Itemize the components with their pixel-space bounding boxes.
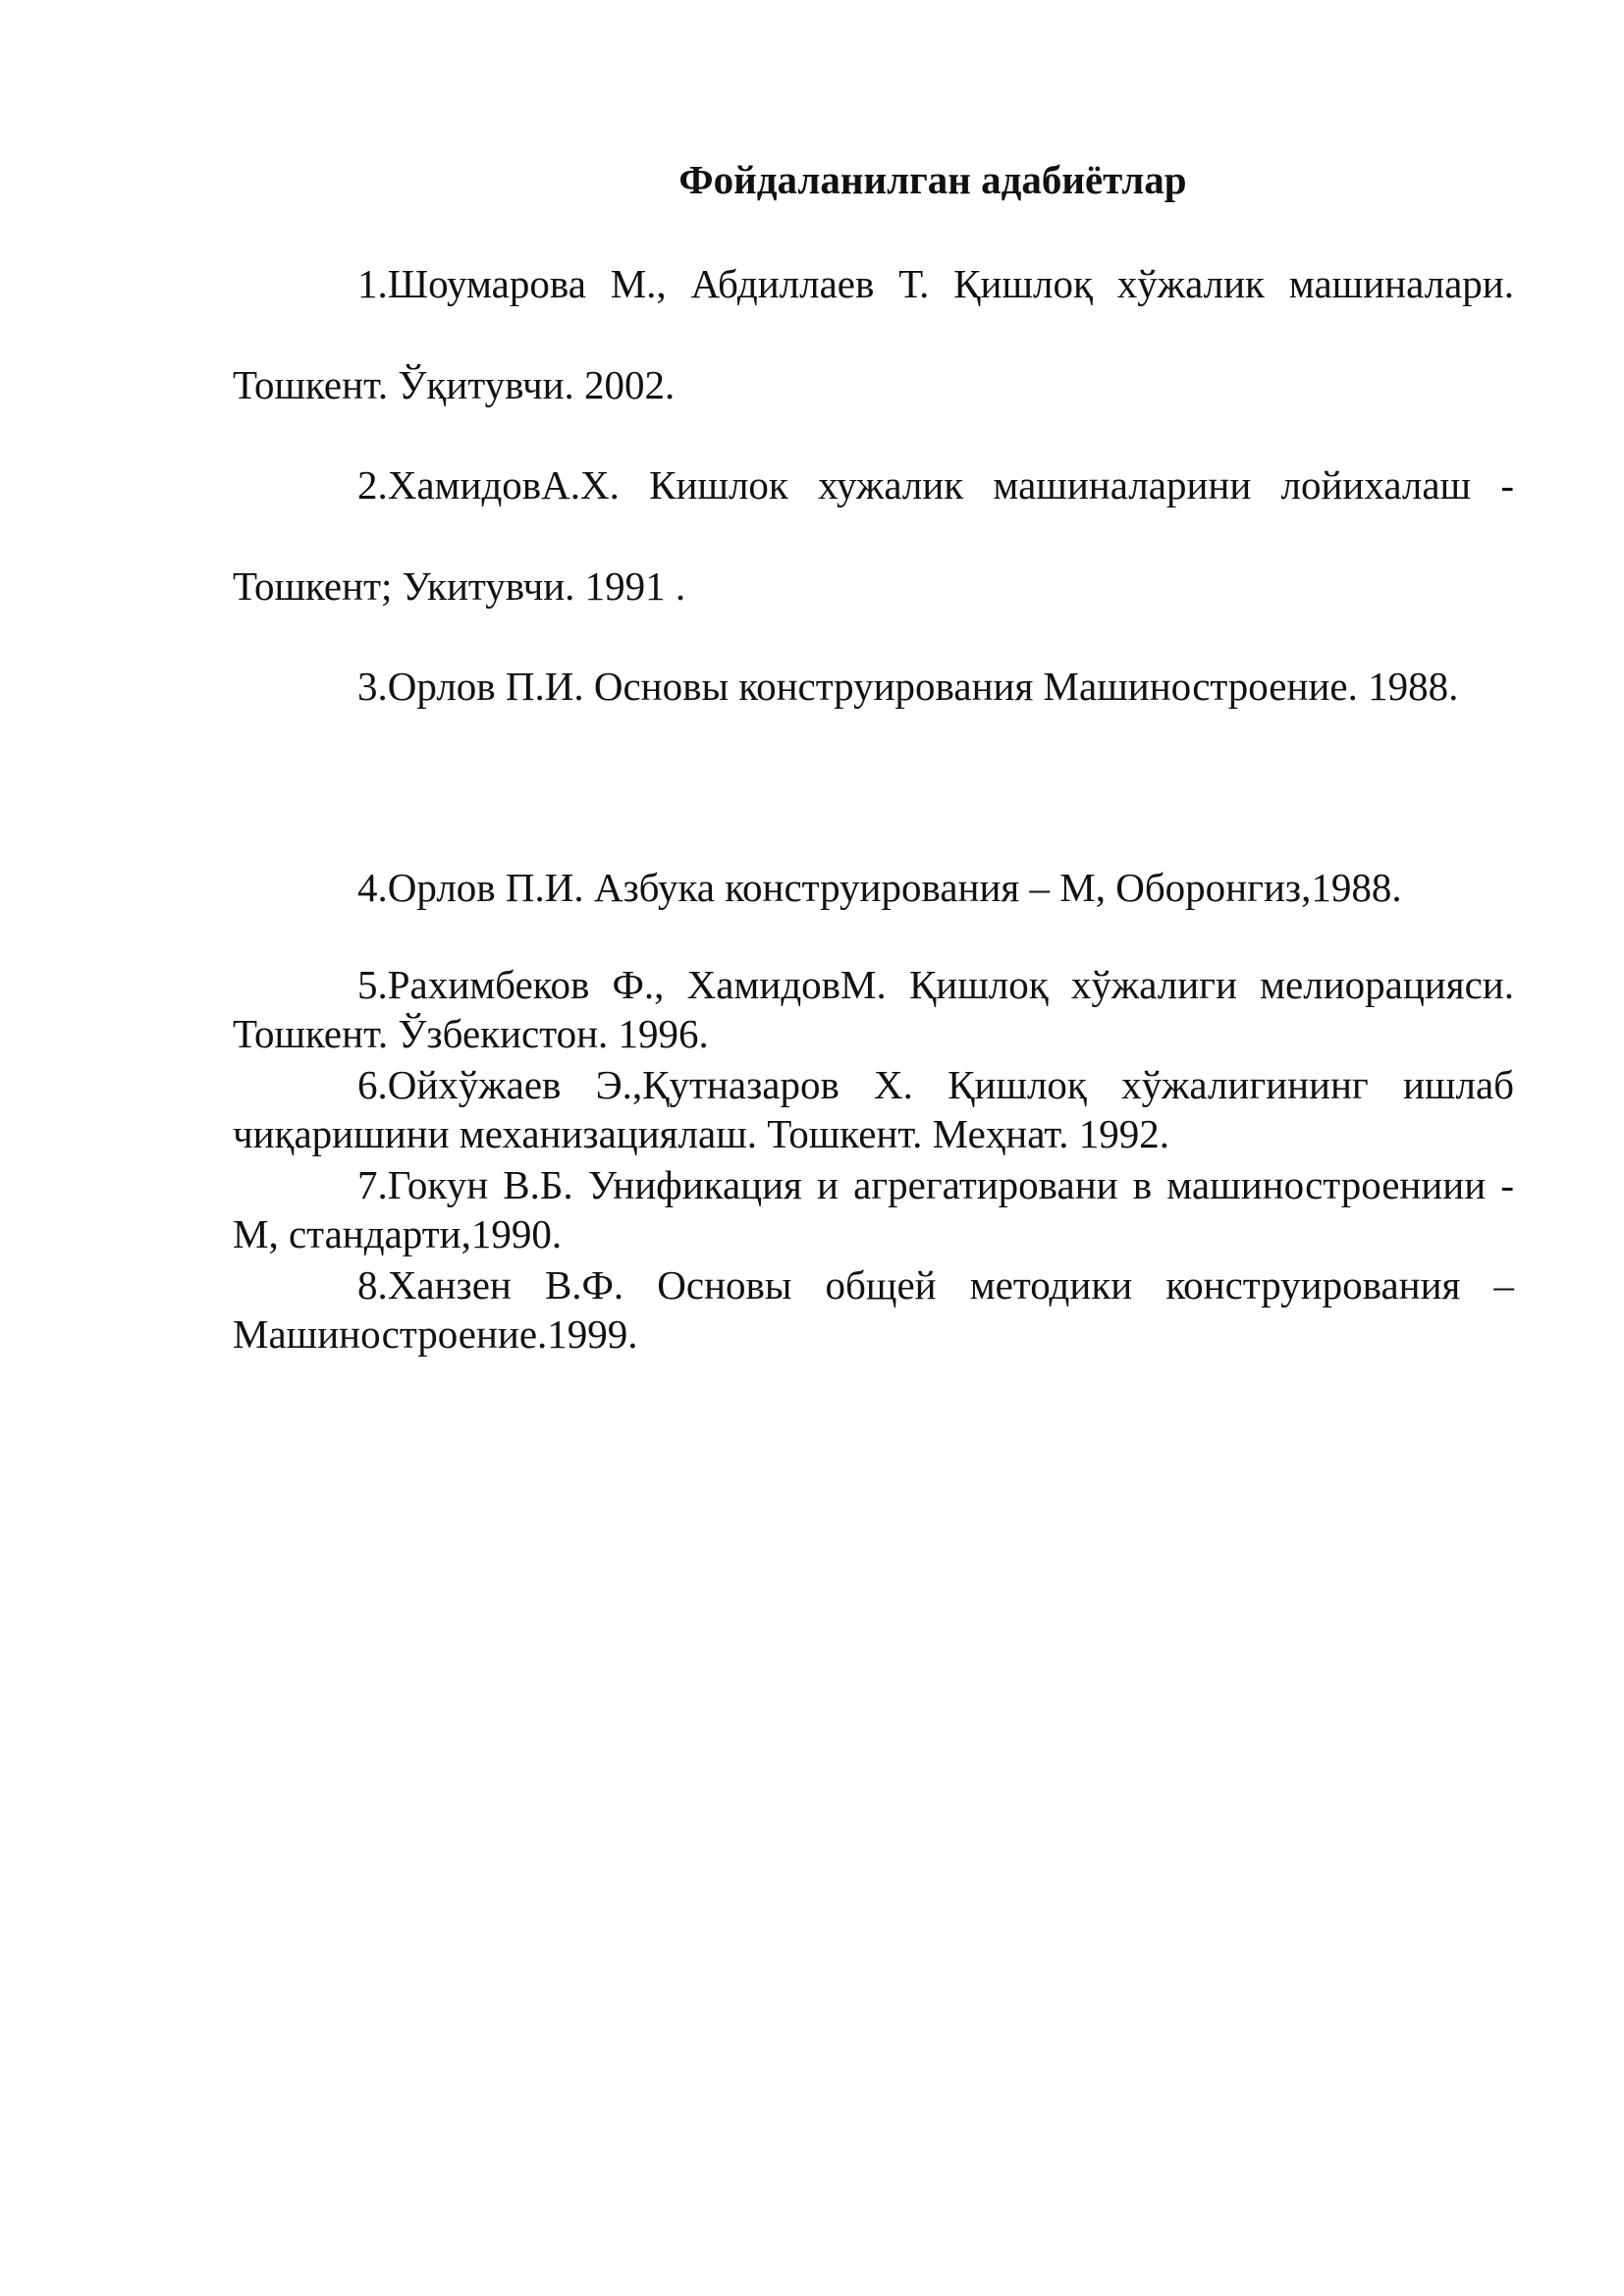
- reference-item-2: 2.ХамидовА.Х. Кишлок хужалик машиналарини лойихалаш - Тошкент; Укитувчи. 1991 .: [233, 462, 1514, 609]
- reference-item-6: 6.Ойхўжаев Э.,Қутназаров Х. Қишлоқ хўжалигининг ишлаб чиқаришини механизациялаш. Тошкент. Меҳнат. 1992.: [233, 1062, 1514, 1156]
- page-title: Фойдаланилган адабиётлар: [678, 157, 1187, 202]
- reference-item-4: 4.Орлов П.И. Азбука конструирования – М, Оборонгиз,1988.: [357, 865, 1402, 910]
- reference-item-8: 8.Ханзен В.Ф. Основы общей методики конструирования – Машиностроение.1999.: [233, 1262, 1514, 1357]
- reference-item-1: 1.Шоумарова М., Абдиллаев Т. Қишлоқ хўжалик машиналари. Тошкент. Ўқитувчи. 2002.: [233, 261, 1514, 407]
- reference-item-7: 7.Гокун В.Б. Унификация и агрегатировани в машиностроениии - М, стандарти,1990.: [233, 1162, 1514, 1256]
- reference-item-3: 3.Орлов П.И. Основы конструирования Машиностроение. 1988.: [357, 664, 1459, 709]
- reference-item-5: 5.Рахимбеков Ф., ХамидовМ. Қишлоқ хўжалиги мелиорацияси. Тошкент. Ўзбекистон. 1996.: [233, 962, 1514, 1056]
